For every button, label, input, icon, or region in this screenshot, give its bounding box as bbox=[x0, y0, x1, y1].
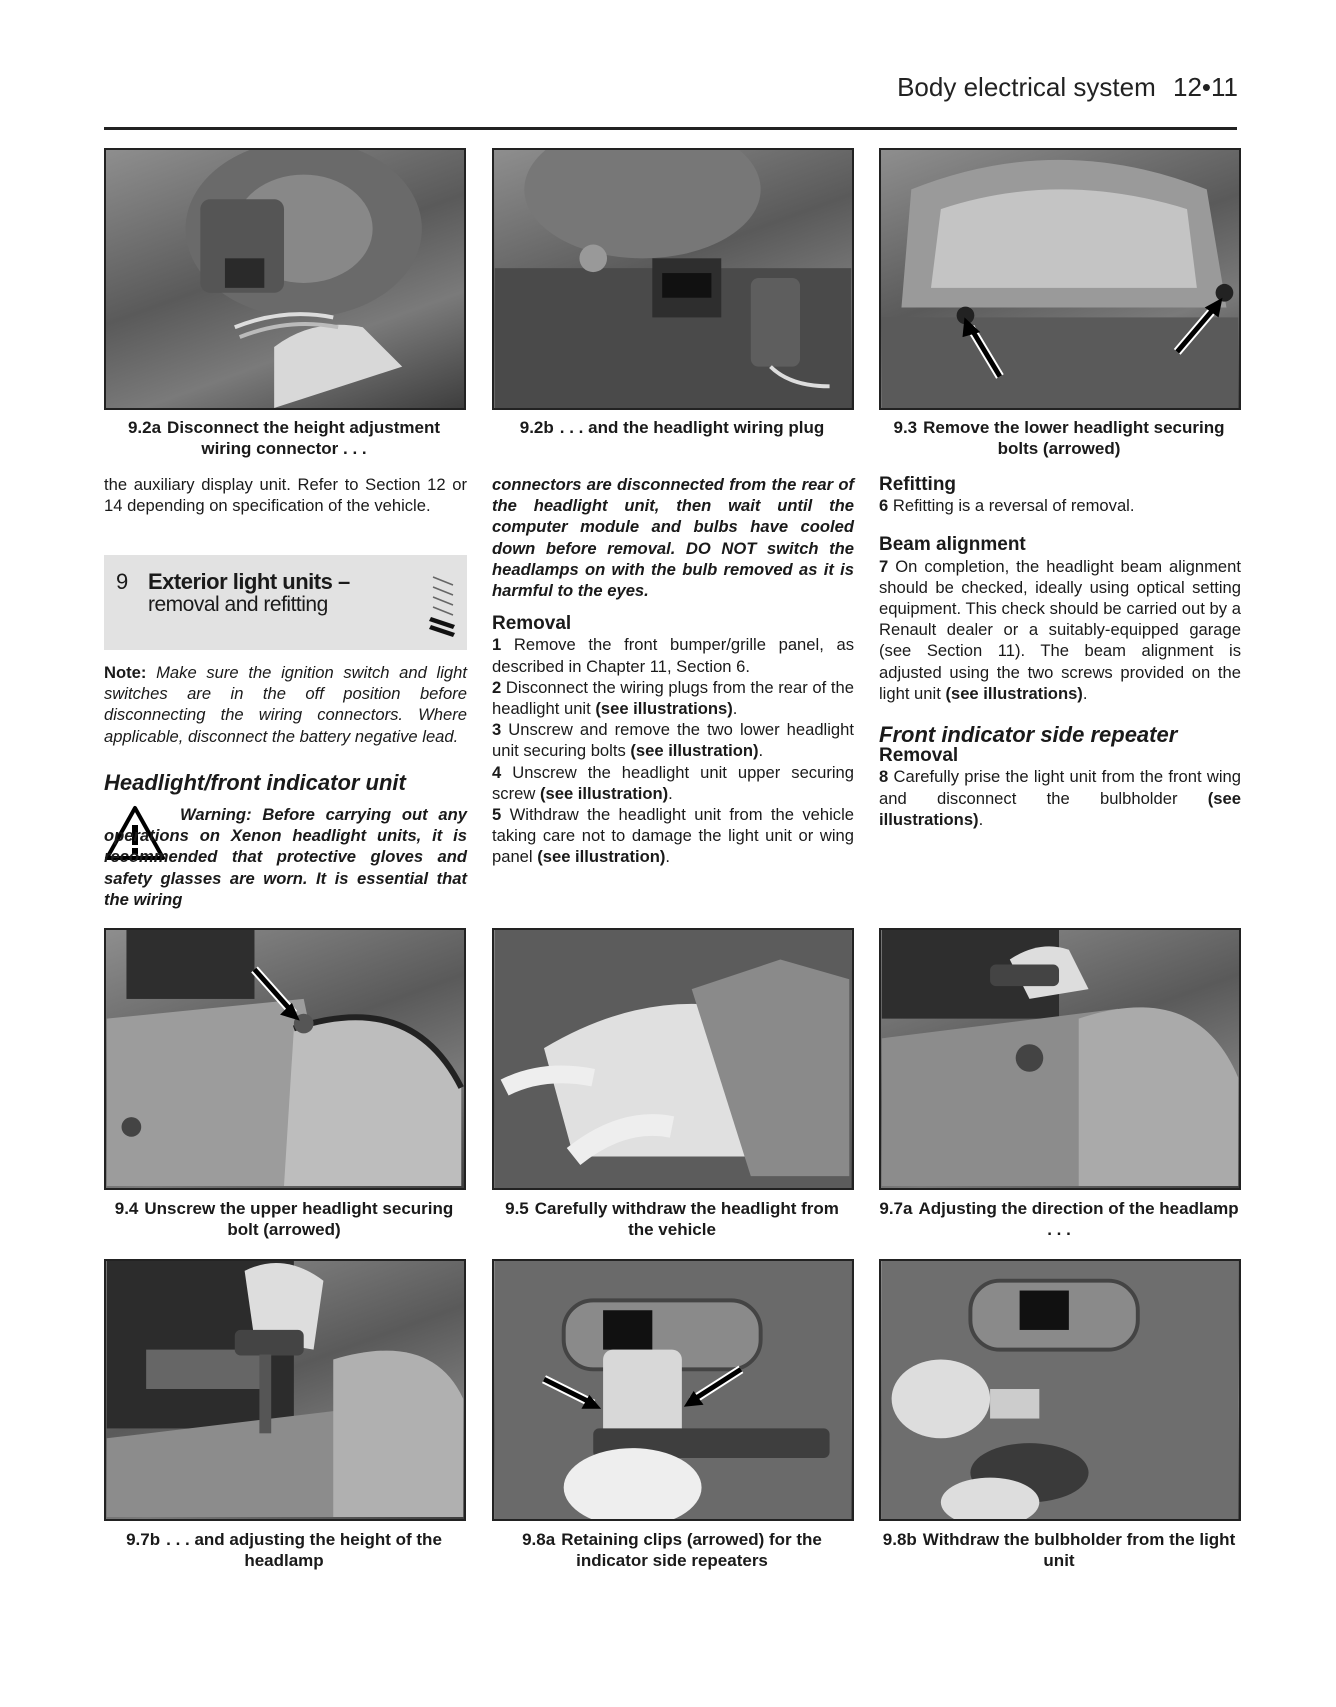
caption-9-8b: 9.8b Withdraw the bulbholder from the light unit bbox=[882, 1530, 1236, 1570]
section-subtitle: removal and refitting bbox=[148, 593, 328, 616]
caption-9-2b: 9.2b . . . and the headlight wiring plug bbox=[519, 418, 825, 437]
caption-9-8a: 9.8a Retaining clips (arrowed) for the indicator side repeaters bbox=[522, 1530, 822, 1570]
step-1: 1 Remove the front bumper/grille panel, as described in Chapter 11, Section 6. bbox=[492, 635, 854, 676]
step-2: 2 Disconnect the wiring plugs from the rear of the headlight unit (see illustrations). bbox=[492, 677, 854, 719]
photo-9-7b bbox=[104, 1259, 466, 1521]
step-4: 4 Unscrew the headlight unit upper securing screw (see illustration). bbox=[492, 762, 854, 803]
photo-adjust-height-icon bbox=[106, 1261, 464, 1519]
photo-9-2a bbox=[104, 148, 466, 410]
photo-9-2b bbox=[492, 148, 854, 410]
note-paragraph bbox=[104, 662, 467, 747]
caption-9-7b: 9.7b . . . and adjusting the height of the headlamp bbox=[126, 1530, 442, 1570]
caption-9-3: 9.3 Remove the lower headlight securing bolts (arrowed) bbox=[893, 418, 1225, 458]
col1-intro: the auxiliary display unit. Refer to Section 12 or 14 depending on specification of the vehicle. bbox=[104, 475, 467, 516]
step-5: 5 Withdraw the headlight unit from the vehicle taking care not to damage the light unit or wing panel (see illustration). bbox=[492, 805, 854, 867]
heading-removal: Removal bbox=[492, 613, 572, 635]
caption-9-4: 9.4 Unscrew the upper headlight securing bolt (arrowed) bbox=[114, 1199, 454, 1239]
photo-9-3 bbox=[879, 148, 1241, 410]
difficulty-wrench-icon bbox=[429, 569, 457, 639]
header-title: Body electrical system bbox=[897, 72, 1156, 102]
page-number: 12•11 bbox=[1172, 72, 1238, 102]
photo-upper-bolt-icon bbox=[106, 930, 464, 1188]
caption-9-5: 9.5 Carefully withdraw the headlight from the vehicle bbox=[505, 1199, 839, 1239]
caption-9-7a: 9.7a Adjusting the direction of the headlamp . . . bbox=[879, 1199, 1239, 1239]
note-text: Make sure the ignition switch and light switches are in the off position before disconnecting the wiring connectors. Where applicable, disconnect the battery negative lead. bbox=[104, 663, 467, 746]
photo-wiring-connector-icon bbox=[106, 150, 464, 408]
col2-block bbox=[492, 474, 854, 868]
heading-removal-2: Removal bbox=[879, 745, 959, 767]
headlight-heading-block bbox=[104, 772, 467, 793]
section-title: Exterior light units – bbox=[148, 569, 350, 594]
section-number: 9 bbox=[116, 569, 129, 594]
heading-refitting: Refitting bbox=[879, 474, 957, 495]
step-6: 6 Refitting is a reversal of removal. bbox=[879, 496, 1135, 516]
section-heading-box bbox=[104, 555, 467, 650]
photo-bulbholder-icon bbox=[881, 1261, 1239, 1519]
col3-block bbox=[879, 474, 1241, 830]
warning-continued: connectors are disconnected from the rear of the headlight unit, then wait until the computer module and bulbs have cooled down before removal. DO NOT switch the headlamps on with the bulb removed as it is harmful to the eyes. bbox=[492, 475, 854, 601]
photo-9-8a bbox=[492, 1259, 854, 1521]
caption-9-2a: 9.2a Disconnect the height adjustment wiring connector . . . bbox=[127, 418, 441, 458]
step-7: 7 On completion, the headlight beam alignment should be checked, ideally using optical setting equipment. This check should be carried out by a Renault dealer or a suitably-equipped garage (see Section 11). The beam alignment is adjusted using the two screws provided on the light unit (see illustrations). bbox=[879, 556, 1241, 703]
note-label: Note: bbox=[104, 663, 147, 682]
photo-withdraw-headlight-icon bbox=[494, 930, 852, 1188]
photo-9-8b bbox=[879, 1259, 1241, 1521]
photo-9-4 bbox=[104, 928, 466, 1190]
photo-lower-bolts-icon bbox=[881, 150, 1239, 408]
photo-retaining-clips-icon bbox=[494, 1261, 852, 1519]
header-rule bbox=[104, 127, 1237, 130]
heading-side-repeater: Front indicator side repeater bbox=[879, 722, 1178, 748]
running-header bbox=[897, 72, 1238, 103]
step-8: 8 Carefully prise the light unit from the front wing and disconnect the bulbholder (see illustrations). bbox=[879, 767, 1241, 829]
heading-beam-alignment: Beam alignment bbox=[879, 534, 1026, 556]
photo-wiring-plug-icon bbox=[494, 150, 852, 408]
photo-adjust-direction-icon bbox=[881, 930, 1239, 1188]
heading-headlight-front-indicator: Headlight/front indicator unit bbox=[104, 770, 406, 795]
step-3: 3 Unscrew and remove the two lower headlight unit securing bolts (see illustration). bbox=[492, 720, 854, 761]
photo-9-5 bbox=[492, 928, 854, 1190]
warning-text: Warning: Before carrying out any operations on Xenon headlight units, it is recommended that protective gloves and safety glasses are worn. It is essential that the wiring bbox=[104, 805, 467, 909]
photo-9-7a bbox=[879, 928, 1241, 1190]
